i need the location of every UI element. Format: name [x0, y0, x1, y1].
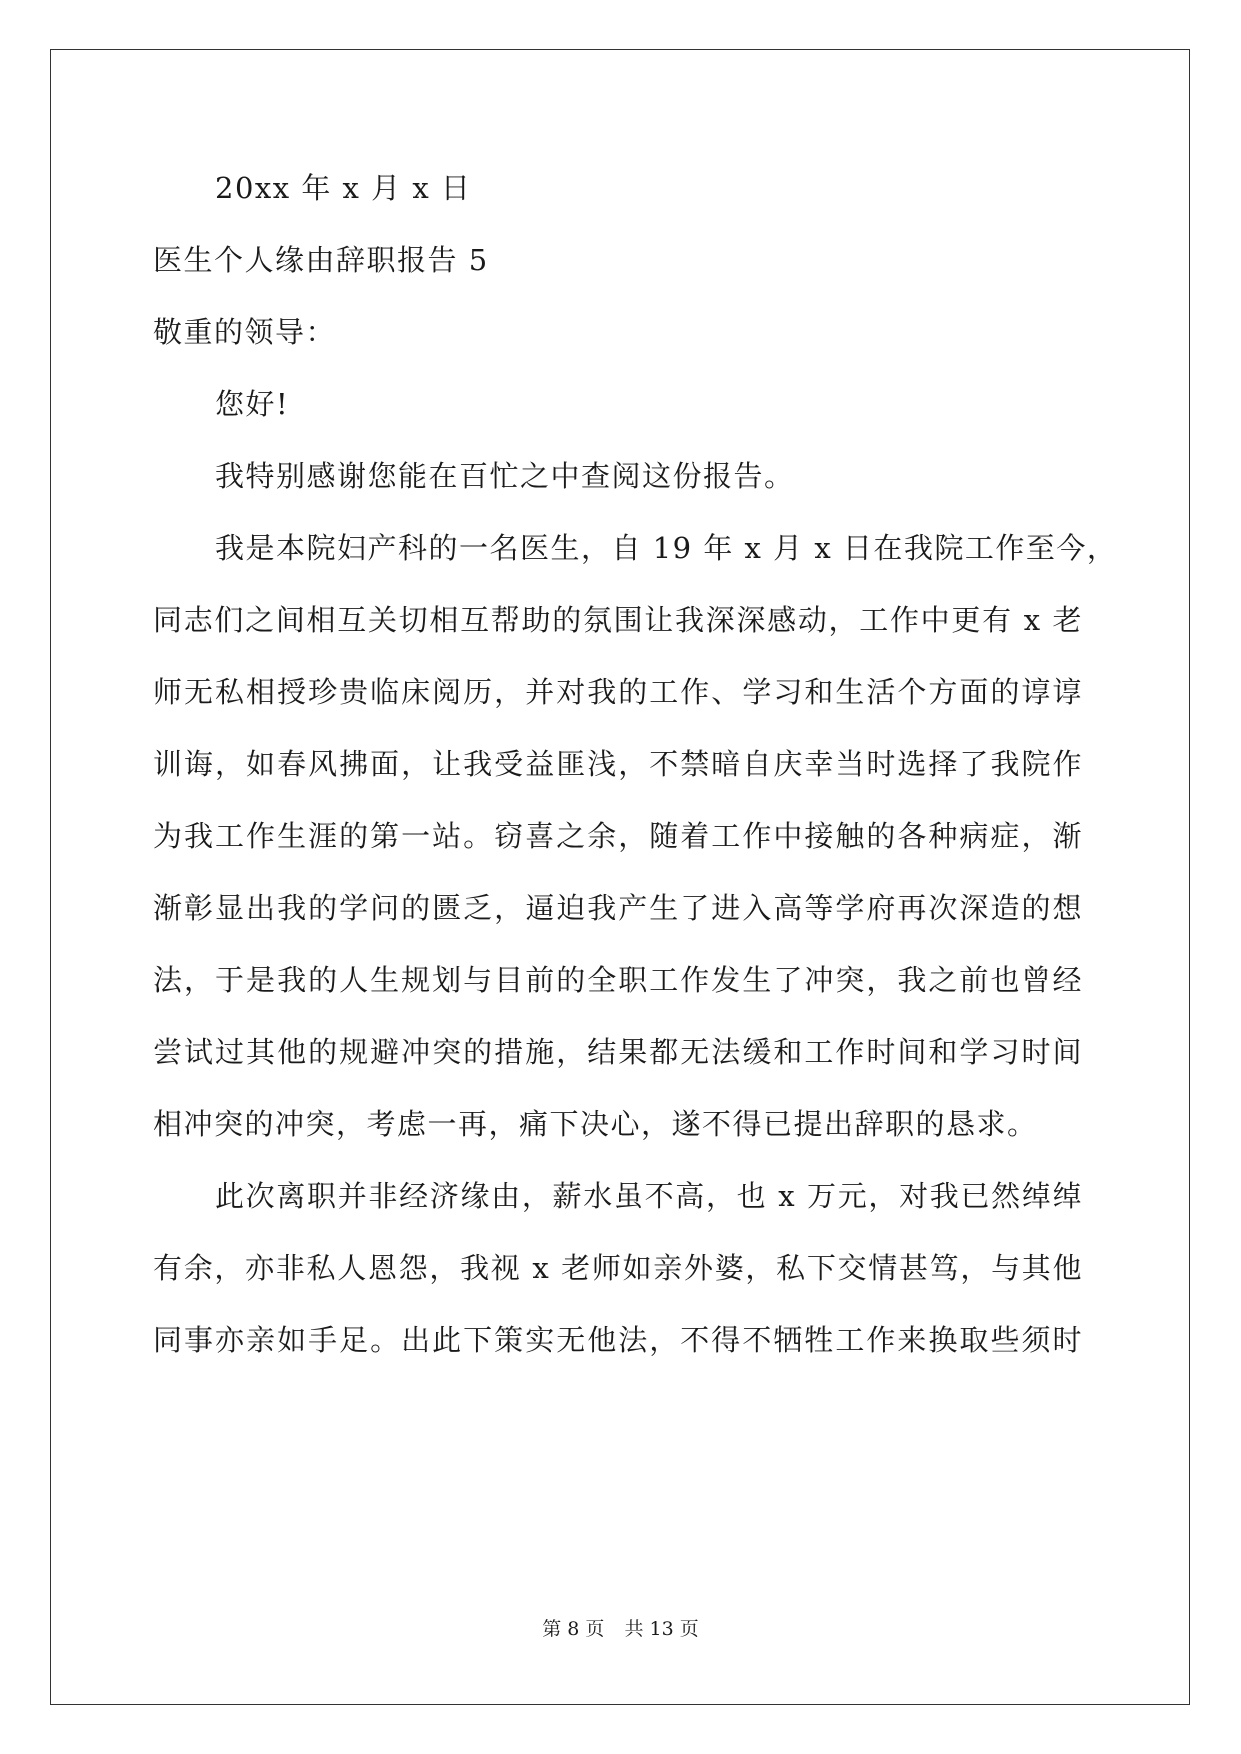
paragraph-line: 尝试过其他的规避冲突的措施，结果都无法缓和工作时间和学习时间: [153, 1035, 1083, 1069]
paragraph-line: 训诲，如春风拂面，让我受益匪浅，不禁暗自庆幸当时选择了我院作: [153, 747, 1083, 781]
paragraph-line: 为我工作生涯的第一站。窃喜之余，随着工作中接触的各种病症，渐: [153, 819, 1083, 853]
paragraph-line: 相冲突的冲突，考虑一再，痛下决心，遂不得已提出辞职的恳求。: [153, 1107, 1038, 1141]
date-line: 20xx 年 x 月 x 日: [215, 171, 472, 205]
salutation: 敬重的领导：: [153, 315, 337, 349]
paragraph-line: 我特别感谢您能在百忙之中查阅这份报告。: [215, 459, 795, 493]
page-border: [50, 49, 1190, 1705]
paragraph-line: 我是本院妇产科的一名医生，自 19 年 x 月 x 日在我院工作至今，: [215, 531, 1118, 565]
page-footer: [0, 1617, 1241, 1641]
paragraph-line: 同事亦亲如手足。出此下策实无他法，不得不牺牲工作来换取些须时: [153, 1323, 1083, 1357]
paragraph-line: 法，于是我的人生规划与目前的全职工作发生了冲突，我之前也曾经: [153, 963, 1083, 997]
page-number: 第 8 页: [542, 1618, 605, 1640]
paragraph-line: 师无私相授珍贵临床阅历，并对我的工作、学习和生活个方面的谆谆: [153, 675, 1083, 709]
document-title: 医生个人缘由辞职报告 5: [153, 243, 489, 277]
page-total: 共 13 页: [624, 1618, 699, 1640]
paragraph-line: 此次离职并非经济缘由，薪水虽不高，也 x 万元，对我已然绰绰: [215, 1179, 1083, 1213]
paragraph-line: 同志们之间相互关切相互帮助的氛围让我深深感动，工作中更有 x 老: [153, 603, 1083, 637]
paragraph-line: 渐彰显出我的学问的匮乏，逼迫我产生了进入高等学府再次深造的想: [153, 891, 1083, 925]
greeting: 您好!: [215, 387, 290, 421]
paragraph-line: 有余，亦非私人恩怨，我视 x 老师如亲外婆，私下交情甚笃，与其他: [153, 1251, 1083, 1285]
